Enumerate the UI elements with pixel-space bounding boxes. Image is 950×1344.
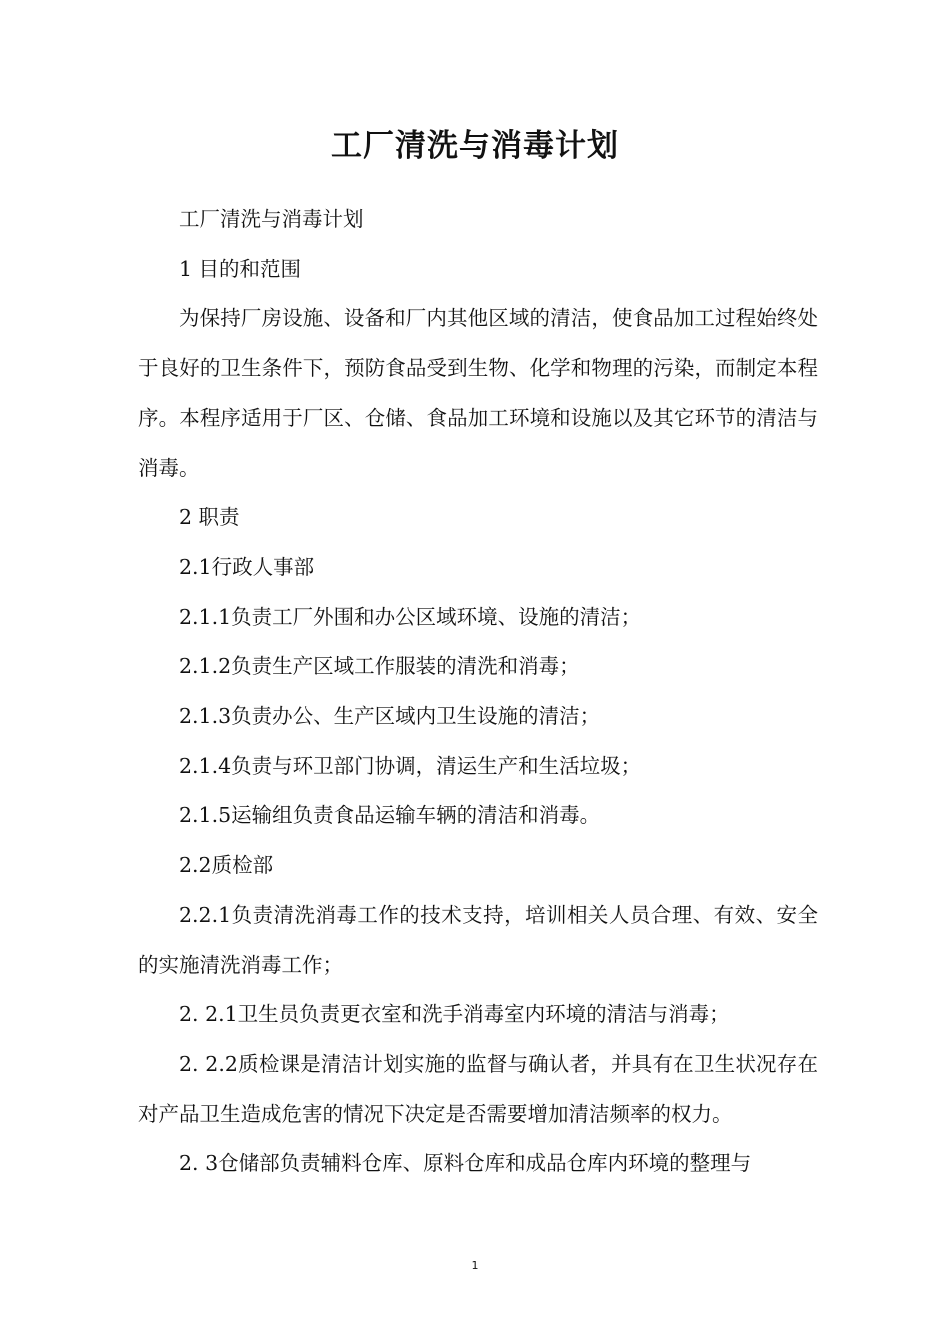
document-body (138, 195, 818, 1189)
paragraph: 为保持厂房设施、设备和厂内其他区域的清洁，使食品加工过程始终处于良好的卫生条件下，预防食品受到生物、化学和物理的污染，而制定本程序。本程序适用于厂区、仓储、食品加工环境和设施以及其它环节的清洁与消毒。 (138, 306, 818, 480)
section-heading: 2 职责 (179, 505, 240, 530)
document-title: 工厂清洗与消毒计划 (331, 128, 619, 164)
page-number: 1 (471, 1259, 479, 1272)
list-item: 2.1.2负责生产区域工作服装的清洗和消毒； (179, 654, 580, 679)
list-item: 2.2.1负责清洗消毒工作的技术支持，培训相关人员合理、有效、安全的实施清洗消毒工作； (138, 902, 818, 977)
list-item: 2.1.4负责与环卫部门协调，清运生产和生活垃圾； (179, 753, 642, 778)
list-item: 2. 3仓储部负责辅料仓库、原料仓库和成品仓库内环境的整理与 (179, 1151, 752, 1176)
list-item: 2.1.5运输组负责食品运输车辆的清洁和消毒。 (179, 803, 601, 828)
section-heading: 1 目的和范围 (179, 256, 302, 281)
list-item: 2.1.1负责工厂外围和办公区域环境、设施的清洁； (179, 604, 642, 629)
paragraph: 工厂清洗与消毒计划 (179, 207, 364, 231)
list-item: 2. 2.1卫生员负责更衣室和洗手消毒室内环境的清洁与消毒； (179, 1002, 730, 1027)
list-item: 2. 2.2质检课是清洁计划实施的监督与确认者，并具有在卫生状况存在对产品卫生造成危害的情况下决定是否需要增加清洁频率的权力。 (138, 1051, 818, 1126)
list-item: 2.1.3负责办公、生产区域内卫生设施的清洁； (179, 704, 601, 729)
subsection-heading: 2.2质检部 (179, 853, 274, 878)
subsection-heading: 2.1行政人事部 (179, 554, 315, 579)
